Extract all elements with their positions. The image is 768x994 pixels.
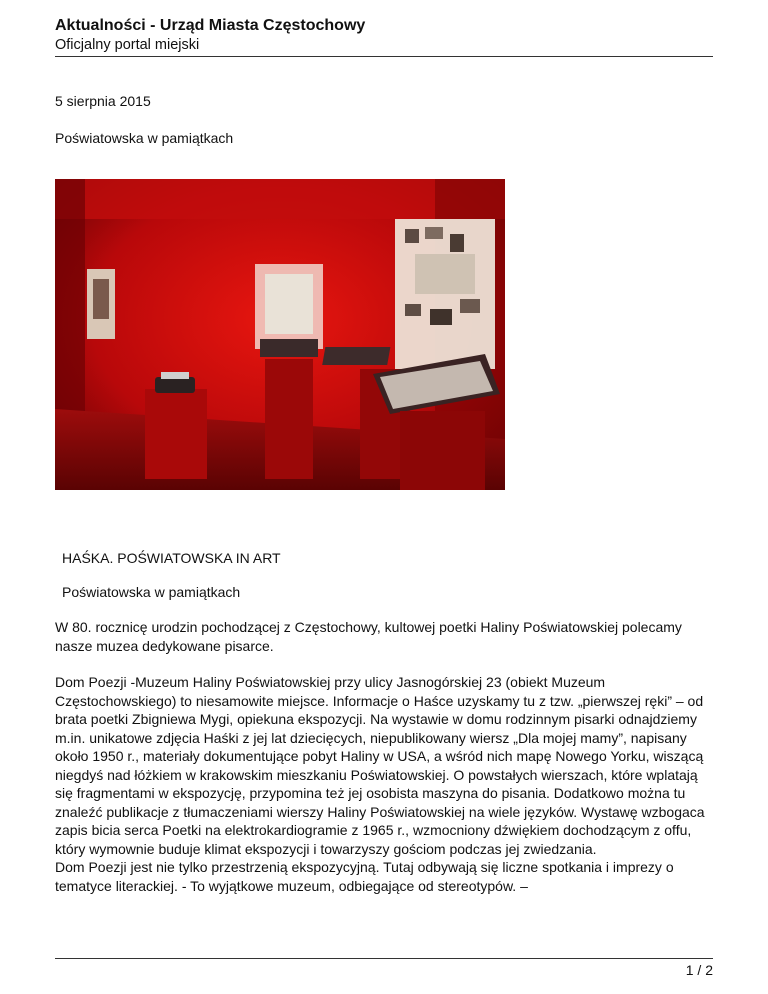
site-subtitle: Oficjalny portal miejski [55, 37, 200, 53]
header-divider [55, 56, 713, 57]
article-paragraph: Dom Poezji jest nie tylko przestrzenią ekspozycyjną. Tutaj odbywają się liczne spotkania i imprezy o tematyce literackiej. - To wyjątkowe muzeum, odbiegające od stereotypów. – [55, 859, 674, 894]
document-header [55, 16, 713, 54]
exhibition-photo [55, 179, 505, 490]
article-paragraph: W 80. rocznicę urodzin pochodzącej z Częstochowy, kultowej poetki Haliny Poświatowskiej polecamy nasze muzea dedykowane pisarce. [55, 619, 682, 654]
section-heading: HAŚKA. POŚWIATOWSKA IN ART [62, 550, 281, 566]
article-paragraph: Dom Poezji -Muzeum Haliny Poświatowskiej przy ulicy Jasnogórskiej 23 (obiekt Muzeum Częstochowskiego) to niesamowite miejsce. Informacje o Haśce uzyskamy tu z tzw. „pierwszej ręki” – od brata poetki Zbigniewa Mygi, opiekuna ekspozycji. Na wystawie w domu rodzinnym pisarki odnajdziemy m.in. unikatowe zdjęcia Haśki z jej lat dziecięcych, niepublikowany wiersz „Dla mojej mamy”, napisany około 1950 r., materiały dokumentujące pobyt Haliny w USA, a wśród nich mapę Nowego Yorku, wiszącą niegdyś nad łóżkiem w krakowskim mieszkaniu Poświatowskiej. O powstałych wierszach, które wplatają się fragmentami w ekspozycję, przypomina też jej osobista maszyna do pisania. Dodatkowo można tu znaleźć publikacje z tłumaczeniami wierszy Haliny Poświatowskiej na wiele języków. Wystawę wzbogaca zapis bicia serca Poetki na elektrokardiogramie z 1965 r., wzmocniony dźwiękiem dochodzącym z offu, który wymownie buduje klimat ekspozycji i towarzyszy gościom podczas jej zwiedzania. [55, 674, 705, 857]
article-body [55, 618, 715, 895]
article-title: Poświatowska w pamiątkach [55, 130, 234, 146]
footer-divider [55, 958, 713, 959]
site-title: Aktualności - Urząd Miasta Częstochowy [55, 17, 366, 34]
page-indicator: 1 / 2 [685, 962, 713, 978]
article-date: 5 sierpnia 2015 [55, 93, 151, 109]
section-subtitle: Poświatowska w pamiątkach [62, 584, 241, 600]
